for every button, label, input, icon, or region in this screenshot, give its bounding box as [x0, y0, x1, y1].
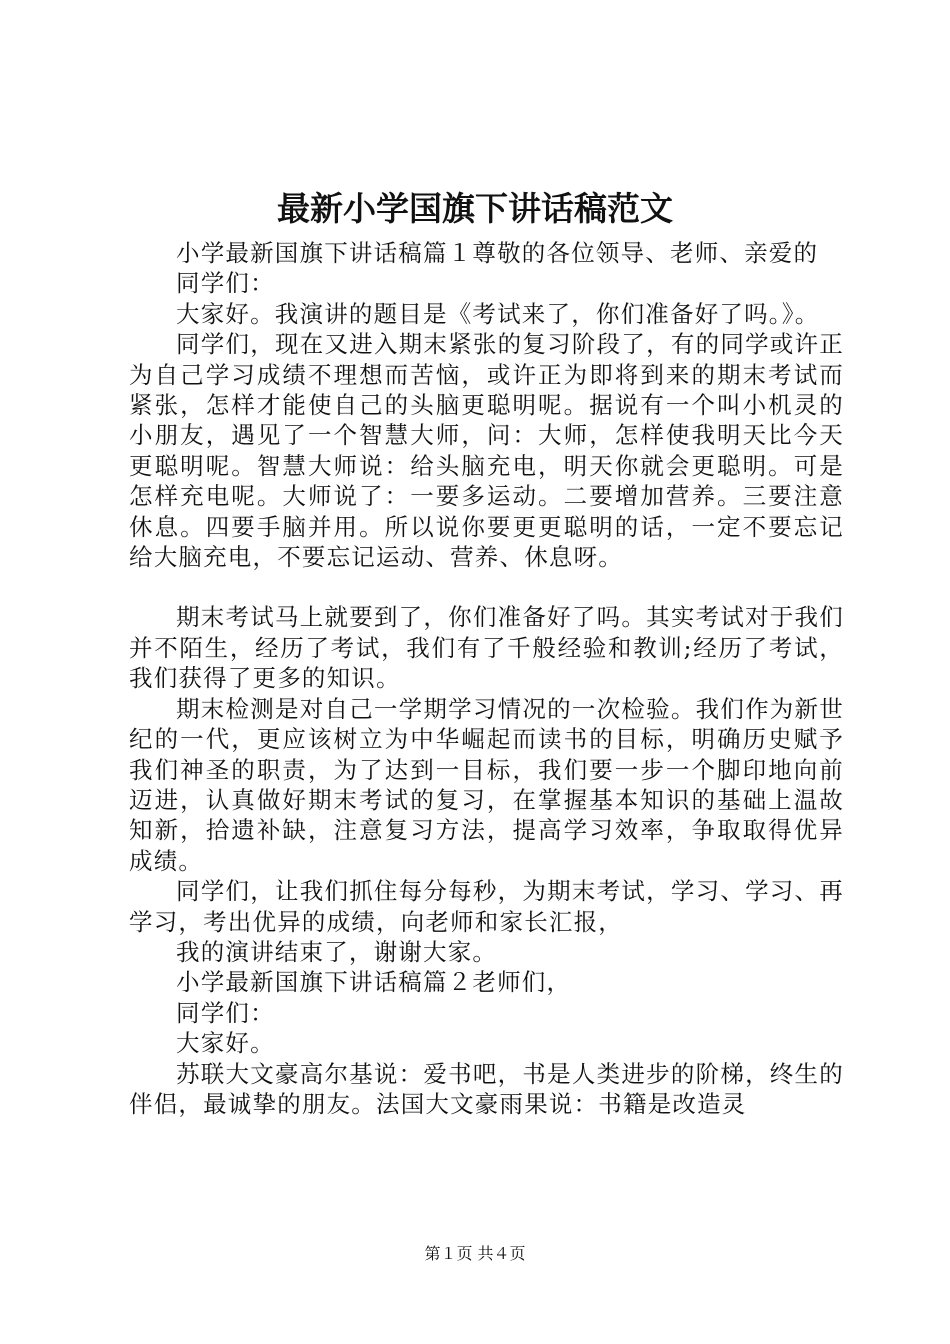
document-body	[129, 238, 844, 1119]
paragraph: 小学最新国旗下讲话稿篇１尊敬的各位领导、老师、亲爱的	[176, 239, 819, 267]
paragraph: 同学们，让我们抓住每分每秒，为期末考试，学习、学习、再学习，考出优异的成绩，向老师和家长汇报，	[129, 877, 844, 936]
paragraph: 同学们，现在又进入期末紧张的复习阶段了，有的同学或许正为自己学习成绩不理想而苦恼，或许正为即将到来的期末考试而紧张，怎样才能使自己的头脑更聪明呢。据说有一个叫小机灵的小朋友，遇见了一个智慧大师，问：大师，怎样使我明天比今天更聪明呢。智慧大师说：给头脑充电，明天你就会更聪明。可是怎样充电呢。大师说了：一要多运动。二要增加营养。三要注意休息。四要手脑并用。所以说你要更更聪明的话，一定不要忘记给大脑充电，不要忘记运动、营养、休息呀。	[129, 330, 844, 572]
paragraph: 期末考试马上就要到了，你们准备好了吗。其实考试对于我们并不陌生，经历了考试，我们有了千般经验和教训;经历了考试，我们获得了更多的知识。	[129, 603, 844, 693]
page-footer: 第１页 共４页	[424, 1244, 526, 1263]
paragraph: 我的演讲结束了，谢谢大家。	[176, 937, 498, 966]
paragraph: 大家好。	[176, 1029, 275, 1058]
paragraph: 苏联大文豪高尔基说：爱书吧，书是人类进步的阶梯，终生的伴侣，最诚挚的朋友。法国大文豪雨果说：书籍是改造灵	[129, 1059, 844, 1118]
paragraph: 同学们：	[176, 269, 275, 298]
paragraph: 小学最新国旗下讲话稿篇２老师们，	[176, 968, 572, 997]
document-title: 最新小学国旗下讲话稿范文	[277, 189, 673, 228]
paragraph: 大家好。我演讲的题目是《考试来了，你们准备好了吗。》。	[176, 299, 820, 328]
paragraph: 期末检测是对自己一学期学习情况的一次检验。我们作为新世纪的一代，更应该树立为中华崛起而读书的目标，明确历史赋予我们神圣的职责，为了达到一目标，我们要一步一个脚印地向前迈进，认真做好期末考试的复习，在掌握基本知识的基础上温故知新，拾遗补缺，注意复习方法，提高学习效率，争取取得优异成绩。	[129, 694, 844, 875]
paragraph: 同学们：	[176, 998, 275, 1027]
